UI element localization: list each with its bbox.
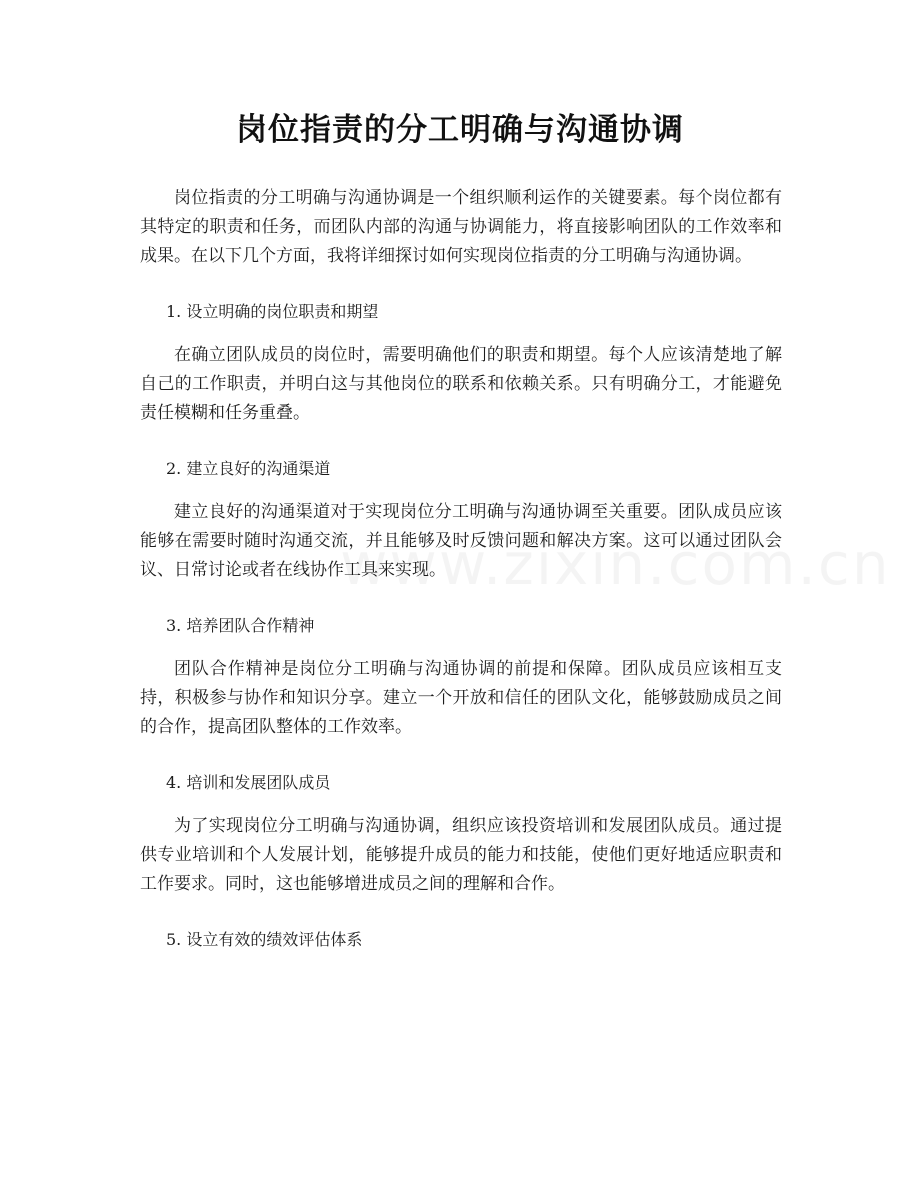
document-body — [140, 184, 782, 954]
section-heading-1: 1. 设立明确的岗位职责和期望 — [166, 302, 379, 321]
section-body-2: 建立良好的沟通渠道对于实现岗位分工明确与沟通协调至关重要。团队成员应该能够在需要时随时沟通交流，并且能够及时反馈问题和解决方案。这可以通过团队会议、日常讨论或者在线协作工具来实现。 — [140, 502, 782, 580]
section-heading-2: 2. 建立良好的沟通渠道 — [166, 459, 331, 478]
intro-paragraph: 岗位指责的分工明确与沟通协调是一个组织顺利运作的关键要素。每个岗位都有其特定的职责和任务，而团队内部的沟通与协调能力，将直接影响团队的工作效率和成果。在以下几个方面，我将详细探讨如何实现岗位指责的分工明确与沟通协调。 — [140, 188, 782, 266]
section-heading-4: 4. 培训和发展团队成员 — [166, 773, 331, 792]
section-heading-3: 3. 培养团队合作精神 — [166, 616, 315, 635]
section-body-4: 为了实现岗位分工明确与沟通协调，组织应该投资培训和发展团队成员。通过提供专业培训和个人发展计划，能够提升成员的能力和技能，使他们更好地适应职责和工作要求。同时，这也能够增进成员之间的理解和合作。 — [140, 816, 782, 894]
document-title: 岗位指责的分工明确与沟通协调 — [236, 112, 684, 148]
section-body-1: 在确立团队成员的岗位时，需要明确他们的职责和期望。每个人应该清楚地了解自己的工作职责，并明白这与其他岗位的联系和依赖关系。只有明确分工，才能避免责任模糊和任务重叠。 — [140, 345, 782, 423]
section-heading-5: 5. 设立有效的绩效评估体系 — [166, 930, 363, 949]
section-body-3: 团队合作精神是岗位分工明确与沟通协调的前提和保障。团队成员应该相互支持，积极参与协作和知识分享。建立一个开放和信任的团队文化，能够鼓励成员之间的合作，提高团队整体的工作效率。 — [140, 659, 782, 737]
